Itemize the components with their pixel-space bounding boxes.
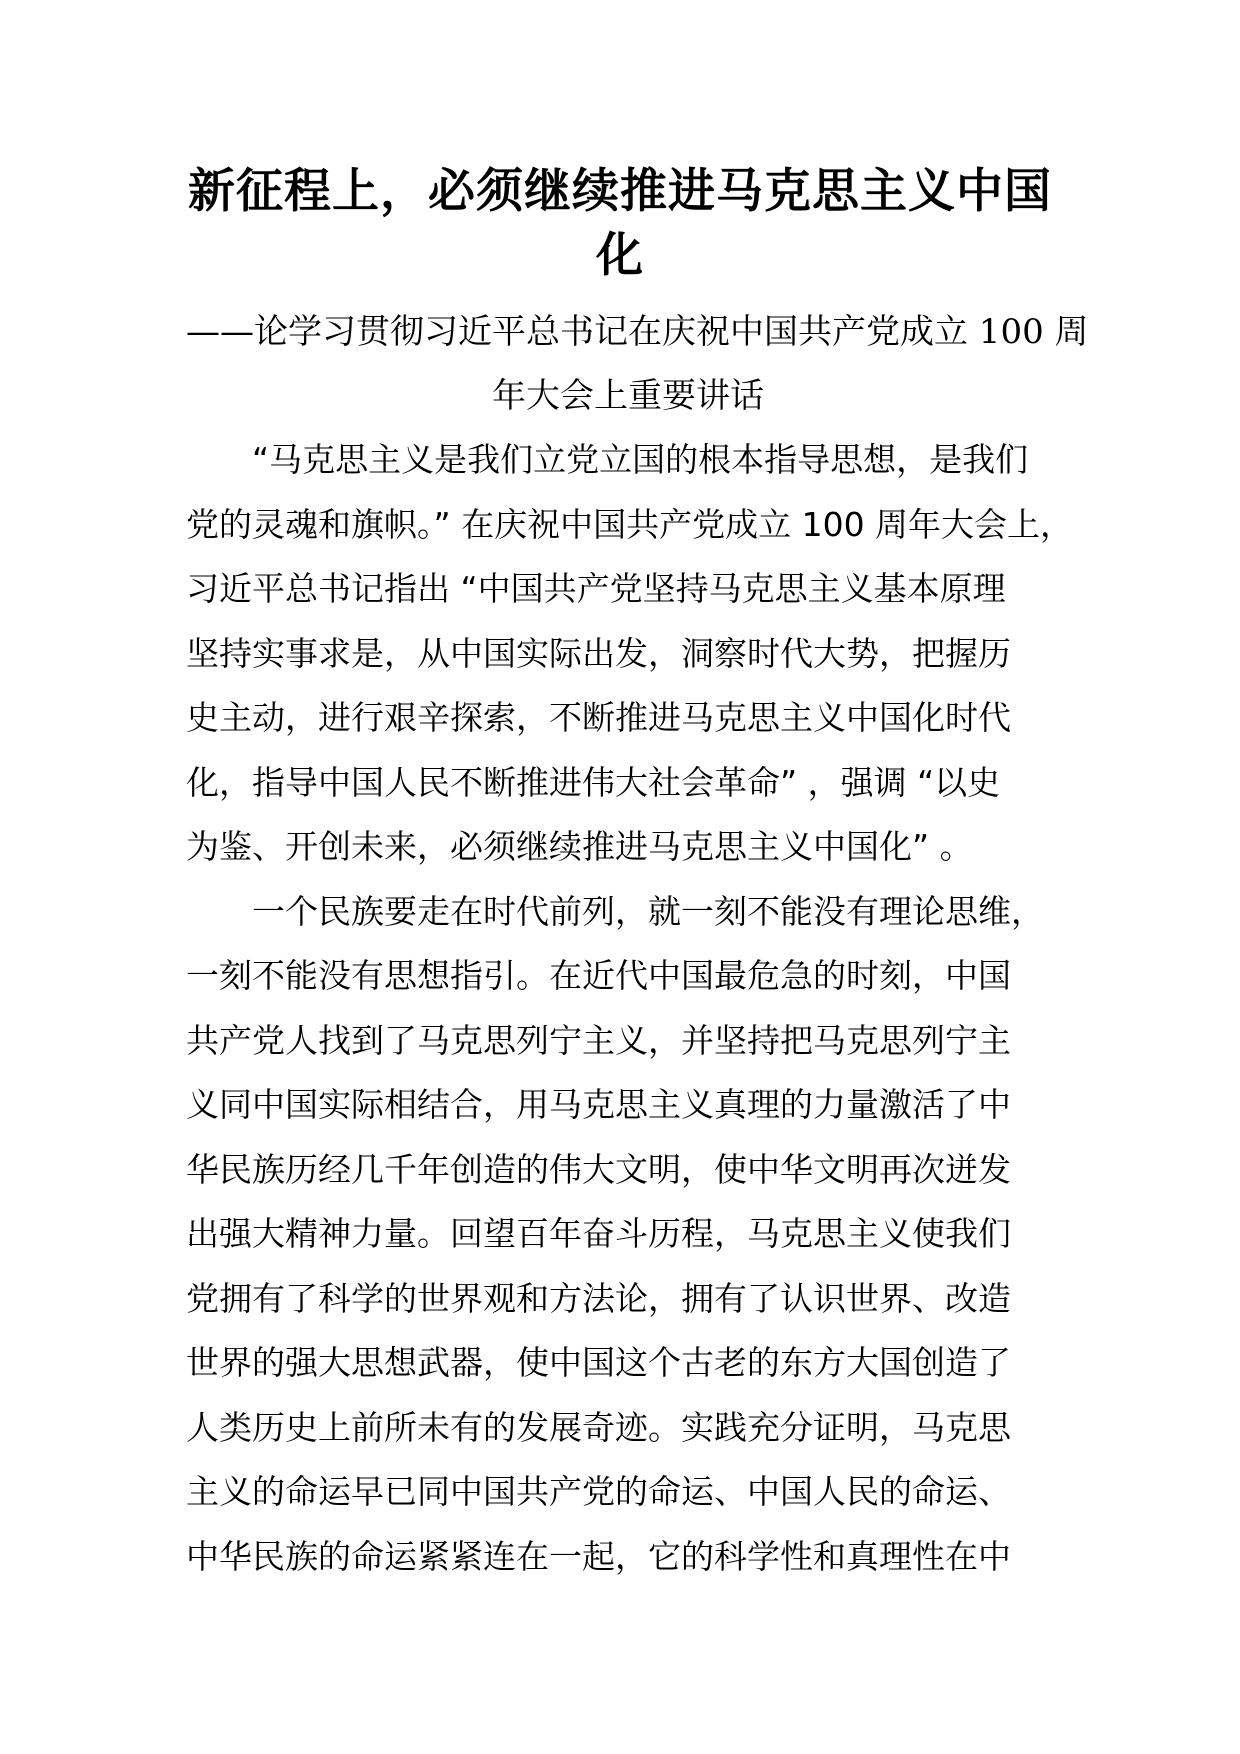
paragraph-1 xyxy=(186,428,1076,880)
paragraph-line: 世界的强大思想武器，使中国这个古老的东方大国创造了 xyxy=(186,1343,1011,1382)
paragraph-line: 党的灵魂和旗帜。” 在庆祝中国共产党成立 100 周年大会上， xyxy=(186,504,1074,544)
paragraph-line: 一刻不能没有思想指引。在近代中国最危急的时刻，中国 xyxy=(186,956,1011,995)
paragraph-line: “马克思主义是我们立党立国的根本指导思想，是我们 xyxy=(252,440,1029,479)
paragraph-line: 化，指导中国人民不断推进伟大社会革命” ，强调 “以史 xyxy=(186,762,1001,802)
paragraph-line: 党拥有了科学的世界观和方法论，拥有了认识世界、改造 xyxy=(186,1278,1011,1318)
article-subtitle xyxy=(186,300,1089,428)
paragraph-line: 人类历史上前所未有的发展奇迹。实践充分证明，马克思 xyxy=(186,1407,1011,1447)
paragraph-line: 出强大精神力量。回望百年奋斗历程，马克思主义使我们 xyxy=(186,1214,1011,1253)
article-body xyxy=(186,428,1076,1589)
paragraph-line: 主义的命运早已同中国共产党的命运、中国人民的命运、 xyxy=(186,1472,1011,1511)
paragraph-line: 坚持实事求是，从中国实际出发，洞察时代大势，把握历 xyxy=(186,633,1011,673)
subtitle-line-2: 年大会上重要讲话 xyxy=(492,376,764,416)
paragraph-line: 习近平总书记指出 “中国共产党坚持马克思主义基本原理 xyxy=(186,569,1006,608)
title-line-2: 化 xyxy=(596,228,644,283)
paragraph-line: 史主动，进行艰辛探索，不断推进马克思主义中国化时代 xyxy=(186,698,1011,737)
subtitle-line-1: ——论学习贯彻习近平总书记在庆祝中国共产党成立 100 周 xyxy=(186,312,1089,352)
paragraph-line: 共产党人找到了马克思列宁主义，并坚持把马克思列宁主 xyxy=(186,1020,1011,1060)
paragraph-line: 为鉴、开创未来，必须继续推进马克思主义中国化” 。 xyxy=(186,827,973,866)
paragraph-line: 华民族历经几千年创造的伟大文明，使中华文明再次迸发 xyxy=(186,1149,1011,1189)
title-line-1: 新征程上，必须继续推进马克思主义中国 xyxy=(188,164,1052,219)
paragraph-line: 义同中国实际相结合，用马克思主义真理的力量激活了中 xyxy=(186,1085,1011,1124)
paragraph-line: 中华民族的命运紧紧连在一起，它的科学性和真理性在中 xyxy=(186,1536,1011,1576)
paragraph-2 xyxy=(186,880,1076,1590)
paragraph-line: 一个民族要走在时代前列，就一刻不能没有理论思维， xyxy=(252,891,1044,931)
article-title xyxy=(180,160,1060,288)
